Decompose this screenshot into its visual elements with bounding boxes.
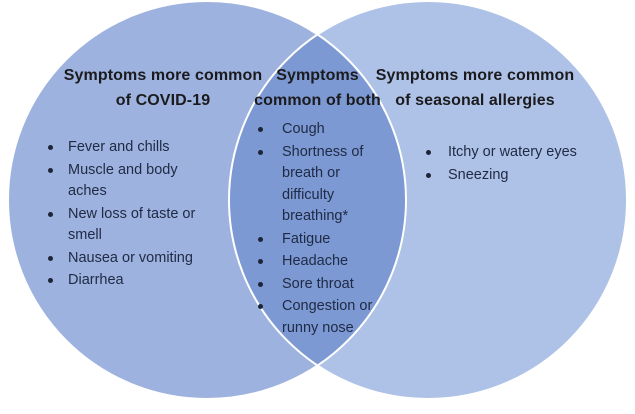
list-item: Fever and chills	[45, 137, 205, 159]
list-item: New loss of taste or smell	[45, 204, 205, 247]
both-symptoms-list	[255, 119, 382, 340]
allergies-title-line-1: Symptoms more common	[375, 67, 575, 84]
both-title-line-2: common of both	[254, 92, 381, 109]
list-item: Cough	[255, 119, 382, 141]
covid-title-line-2: of COVID-19	[115, 92, 211, 109]
covid-symptoms-list	[45, 137, 205, 293]
list-item: Muscle and body aches	[45, 160, 205, 203]
list-item: Diarrhea	[45, 270, 205, 292]
covid-title-line-1: Symptoms more common	[63, 67, 263, 84]
list-item: Nausea or vomiting	[45, 248, 205, 270]
list-item: Sneezing	[423, 165, 603, 187]
covid-section-title	[53, 63, 273, 113]
list-item: Sore throat	[255, 274, 382, 296]
list-item: Headache	[255, 251, 382, 273]
allergies-title-line-2: of seasonal allergies	[395, 92, 555, 109]
list-item: Congestion or runny nose	[255, 296, 382, 339]
list-item: Fatigue	[255, 229, 382, 251]
list-item: Shortness of breath or difficulty breathing*	[255, 142, 382, 228]
allergies-section-title	[364, 63, 586, 113]
list-item: Itchy or watery eyes	[423, 142, 603, 164]
allergies-symptoms-list	[423, 142, 603, 187]
both-title-line-1: Symptoms	[276, 67, 359, 84]
